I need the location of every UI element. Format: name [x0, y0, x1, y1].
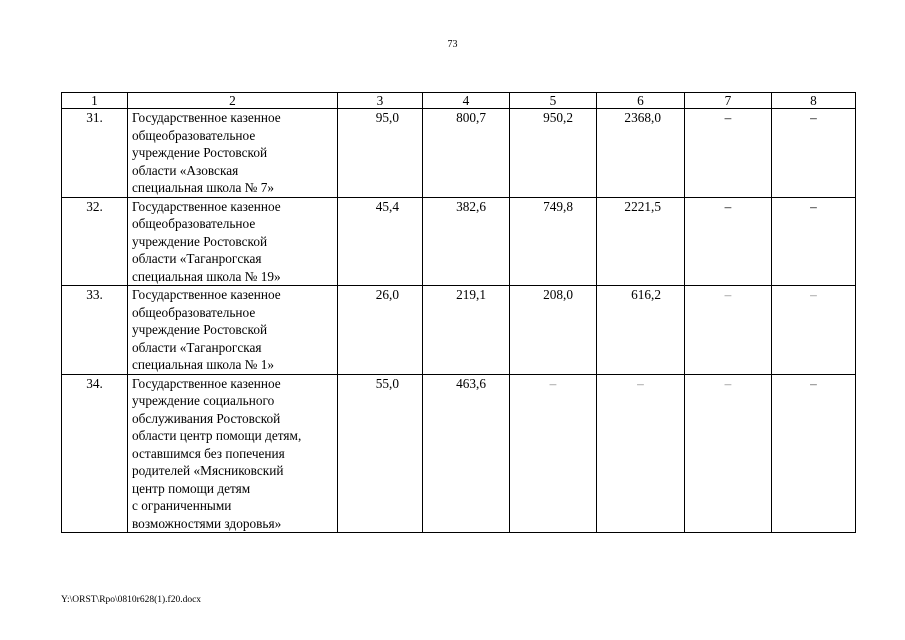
- value-col-6: –: [597, 374, 685, 533]
- value-col-6: 616,2: [597, 286, 685, 375]
- value-col-3: 26,0: [338, 286, 423, 375]
- row-number: 33.: [62, 286, 128, 375]
- value-col-8: –: [772, 109, 856, 198]
- row-number: 32.: [62, 197, 128, 286]
- header-cell-1: 1: [62, 93, 128, 109]
- page-number: 73: [447, 39, 458, 50]
- value-col-7: –: [685, 374, 772, 533]
- value-col-6: 2221,5: [597, 197, 685, 286]
- table-row: [62, 109, 856, 198]
- table-row: [62, 286, 856, 375]
- header-cell-4: 4: [423, 93, 510, 109]
- value-col-8: –: [772, 374, 856, 533]
- institution-name: Государственное казенное общеобразовательное учреждение Ростовской области «Таганрогская специальная школа № 1»: [128, 286, 338, 375]
- value-col-4: 382,6: [423, 197, 510, 286]
- header-cell-8: 8: [772, 93, 856, 109]
- header-cell-6: 6: [597, 93, 685, 109]
- value-col-3: 45,4: [338, 197, 423, 286]
- document-file-path: Y:\ORST\Rpo\0810r628(1).f20.docx: [61, 595, 202, 605]
- value-col-5: 208,0: [510, 286, 597, 375]
- value-col-5: 950,2: [510, 109, 597, 198]
- value-col-8: –: [772, 197, 856, 286]
- header-cell-2: 2: [128, 93, 338, 109]
- table-header-row: [62, 93, 856, 109]
- value-col-3: 55,0: [338, 374, 423, 533]
- value-col-4: 463,6: [423, 374, 510, 533]
- institution-name: Государственное казенное общеобразовательное учреждение Ростовской области «Азовская специальная школа № 7»: [128, 109, 338, 198]
- value-col-4: 800,7: [423, 109, 510, 198]
- table-row: [62, 374, 856, 533]
- row-number: 34.: [62, 374, 128, 533]
- row-number: 31.: [62, 109, 128, 198]
- table-row: [62, 197, 856, 286]
- value-col-8: –: [772, 286, 856, 375]
- value-col-7: –: [685, 109, 772, 198]
- value-col-5: –: [510, 374, 597, 533]
- header-cell-7: 7: [685, 93, 772, 109]
- value-col-7: –: [685, 286, 772, 375]
- value-col-7: –: [685, 197, 772, 286]
- value-col-5: 749,8: [510, 197, 597, 286]
- header-cell-3: 3: [338, 93, 423, 109]
- data-table: [61, 92, 856, 533]
- value-col-6: 2368,0: [597, 109, 685, 198]
- header-cell-5: 5: [510, 93, 597, 109]
- institution-name: Государственное казенное учреждение социального обслуживания Ростовской области центр помощи детям, оставшимся без попечения родителей «Мясниковский центр помощи детям с ограниченными возможностями здоровья»: [128, 374, 338, 533]
- value-col-4: 219,1: [423, 286, 510, 375]
- value-col-3: 95,0: [338, 109, 423, 198]
- institution-name: Государственное казенное общеобразовательное учреждение Ростовской области «Таганрогская специальная школа № 19»: [128, 197, 338, 286]
